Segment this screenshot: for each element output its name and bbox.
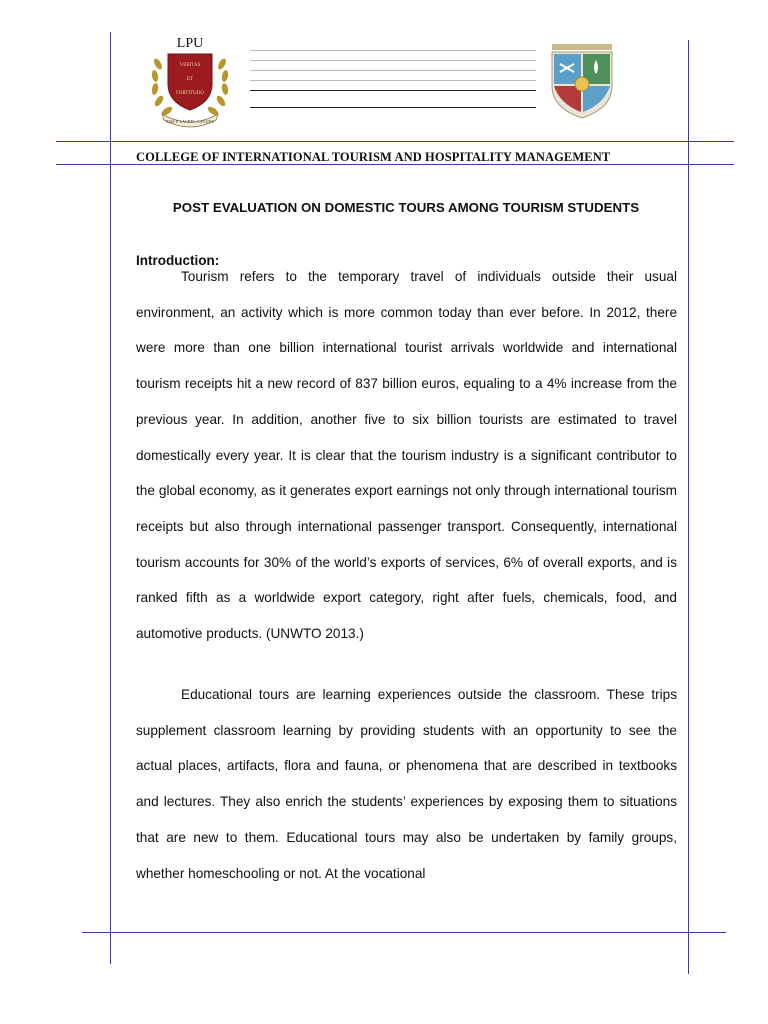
margin-line-bottom	[82, 932, 726, 933]
paragraph-1	[136, 259, 677, 652]
paragraph-2-text: Educational tours are learning experiences outside the classroom. These trips supplement classroom learning by providing students with an opportunity to see the actual places, artifacts, flora and fauna, or phenomena that are described in textbooks and lectures. They also enrich the students’ experiences by exposing them to situations that are new to them. Educational tours may also be undertaken by family groups, whether homeschooling or not. At the vocational	[136, 687, 677, 881]
shield-word-2: ET	[186, 77, 194, 82]
margin-line-right	[688, 40, 689, 974]
section-heading: Introduction:	[136, 253, 220, 268]
paragraph-1-text: Tourism refers to the temporary travel of individuals outside their usual environment, an activity which is more common today than ever before. In 2012, there were more than one billion international tourist arrivals worldwide and international tourism receipts hit a new record of 837 billion euros, equaling to a 4% increase from the previous year. In addition, another five to six billion tourists are estimated to travel domestically every year. It is clear that the tourism industry is a significant contributor to the global economy, as it generates export earnings not only through international tourism receipts but also through international passenger transport. Consequently, international tourism accounts for 30% of the world’s exports of services, 6% of overall exports, and is ranked fifth as a worldwide export category, right after fuels, chemicals, food, and automotive products. (UNWTO 2013.)	[136, 269, 677, 642]
college-crest-logo	[546, 42, 618, 120]
paragraph-2	[136, 677, 677, 891]
document-title: POST EVALUATION ON DOMESTIC TOURS AMONG TOURISM STUDENTS	[172, 200, 640, 215]
crest-banner	[552, 44, 612, 50]
header-rules	[250, 50, 536, 117]
crest-sun-icon	[575, 77, 589, 91]
lpu-logo	[148, 34, 232, 130]
shield-word-3: FORTITUDO	[175, 91, 205, 96]
margin-line-top-1	[56, 141, 734, 142]
college-name: COLLEGE OF INTERNATIONAL TOURISM AND HOSPITALITY MANAGEMENT	[136, 150, 611, 164]
margin-line-left	[110, 32, 111, 964]
logo-text: LPU	[176, 36, 204, 51]
ribbon-text: JOSE P. LAUREL, LAGUNA	[165, 119, 215, 124]
shield-word-1: VERITAS	[179, 63, 201, 68]
